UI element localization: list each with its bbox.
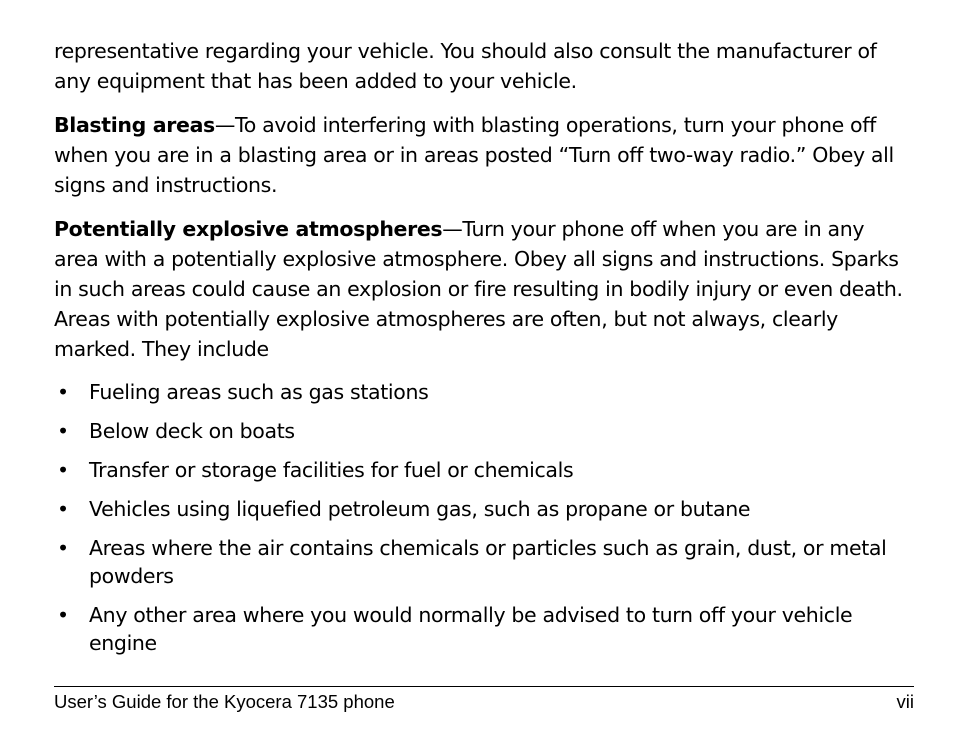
list-item [54,417,914,445]
list-item [54,456,914,484]
bullet-icon: • [57,536,69,560]
list-item [54,495,914,523]
bullet-icon: • [57,458,69,482]
explosive-atmospheres-paragraph [54,214,914,364]
blasting-areas-paragraph [54,110,914,200]
blasting-areas-text: —To avoid interfering with blasting operations, turn your phone off when you are in a blasting area or in areas posted “Turn off two-way radio.” Obey all signs and instructions. [54,113,894,197]
bullet-icon: • [57,603,69,627]
list-item-text: Areas where the air contains chemicals or particles such as grain, dust, or metal powders [89,536,887,588]
list-item-text: Vehicles using liquefied petroleum gas, such as propane or butane [89,497,751,521]
intro-paragraph: representative regarding your vehicle. You should also consult the manufacturer of any equipment that has been added to your vehicle. [54,39,877,93]
list-item-text: Transfer or storage facilities for fuel or chemicals [89,458,574,482]
bullet-icon: • [57,497,69,521]
page-number: vii [896,691,914,712]
blasting-areas-heading: Blasting areas [54,113,215,137]
bullet-icon: • [57,380,69,404]
list-item-text: Fueling areas such as gas stations [89,380,429,404]
list-item-text: Any other area where you would normally be advised to turn off your vehicle engine [89,603,853,655]
page-body [54,36,914,668]
hazard-area-list [54,378,914,657]
list-item [54,378,914,406]
bullet-icon: • [57,419,69,443]
footer-divider [54,686,914,687]
footer-title: User’s Guide for the Kyocera 7135 phone [54,691,395,712]
explosive-atmospheres-heading: Potentially explosive atmospheres [54,217,443,241]
list-item [54,534,914,590]
explosive-atmospheres-text: —Turn your phone off when you are in any area with a potentially explosive atmosphere. Obey all signs and instructions. Sparks in such areas could cause an explosion or fire resulting in bodily injury or even death. Areas with potentially explosive atmospheres are often, but not always, clearly marked. They include [54,217,903,361]
list-item [54,601,914,657]
page-footer [54,690,914,714]
list-item-text: Below deck on boats [89,419,295,443]
